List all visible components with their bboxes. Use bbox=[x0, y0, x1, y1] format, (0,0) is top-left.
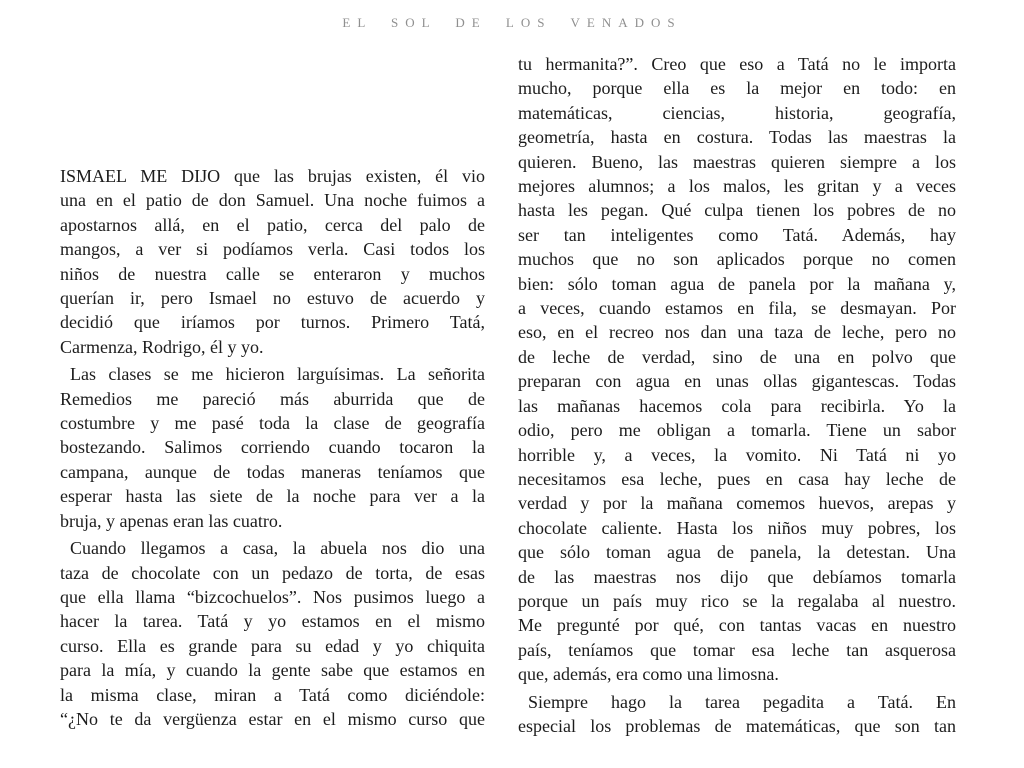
text-line: taza de chocolate con un pedazo de torta, de esas bbox=[60, 562, 485, 583]
text-line: verdad y por la mañana comemos huevos, arepas y bbox=[518, 493, 956, 514]
text-line: necesitamos esa leche, pues en casa hay leche de bbox=[518, 468, 956, 489]
text-line: una en el patio de don Samuel. Una noche fuimos a bbox=[60, 190, 485, 211]
text-line: de leche de verdad, sino de una en polvo que bbox=[518, 346, 956, 367]
text-line: la misma clase, miran a Tatá como diciéndole: bbox=[60, 684, 485, 705]
left-column bbox=[60, 52, 485, 731]
text-line: niños de nuestra calle se enteraron y muchos bbox=[60, 263, 485, 284]
paragraph bbox=[518, 690, 956, 739]
text-line: de las maestras nos dijo que debíamos tomarla bbox=[518, 566, 956, 587]
text-line: horrible y, a veces, la vomito. Ni Tatá ni yo bbox=[518, 444, 956, 465]
text-line: tu hermanita?”. Creo que eso a Tatá no le importa bbox=[518, 54, 956, 74]
text-line: que, además, era como una limosna. bbox=[518, 664, 779, 685]
text-line: Carmenza, Rodrigo, él y yo. bbox=[60, 336, 264, 357]
text-line: las mañanas hacemos cola para recibirla. Yo la bbox=[518, 395, 956, 416]
text-line: costumbre y me pasé toda la clase de geografía bbox=[60, 413, 485, 434]
text-line: país, teníamos que tomar esa leche tan asquerosa bbox=[518, 639, 956, 660]
page-body[interactable] bbox=[60, 52, 956, 738]
paragraph bbox=[60, 536, 485, 731]
text-line: a veces, cuando estamos en fila, se desmayan. Por bbox=[518, 298, 956, 319]
text-line: bien: sólo toman agua de panela por la mañana y, bbox=[518, 273, 956, 294]
text-line: chocolate caliente. Hasta los niños muy pobres, los bbox=[518, 517, 956, 538]
text-line: Las clases se me hicieron larguísimas. La señorita bbox=[70, 364, 485, 385]
text-line: odio, pero me obligan a tomarla. Tiene un sabor bbox=[518, 420, 956, 441]
text-line: geometría, hasta en costura. Todas las maestras la bbox=[518, 127, 956, 148]
text-line: campana, aunque de todas maneras teníamos que bbox=[60, 461, 485, 482]
paragraph bbox=[518, 52, 956, 687]
text-line: mejores alumnos; a los malos, les gritan y a veces bbox=[518, 176, 956, 197]
text-line: ser tan inteligentes como Tatá. Además, hay bbox=[518, 224, 956, 245]
text-line: “¿No te da vergüenza estar en el mismo curso que bbox=[60, 708, 485, 729]
text-line: porque un país muy rico se la regalaba al nuestro. bbox=[518, 590, 956, 611]
text-line: especial los problemas de matemáticas, que son tan bbox=[518, 715, 956, 736]
text-line: Remedios me pareció más aburrida que de bbox=[60, 388, 485, 409]
paragraph bbox=[60, 164, 485, 359]
text-line: mucho, porque ella es la mejor en todo: en bbox=[518, 78, 956, 99]
text-line: que sólo toman agua de panela, la detestan. Una bbox=[518, 542, 956, 563]
text-line: ISMAEL ME DIJO que las brujas existen, él vio bbox=[60, 166, 485, 186]
text-line: Me pregunté por qué, con tantas vacas en nuestro bbox=[518, 615, 956, 636]
text-line: preparan con agua en unas ollas gigantescas. Todas bbox=[518, 371, 956, 392]
text-line: apostarnos allá, en el patio, cerca del palo de bbox=[60, 214, 485, 235]
text-line: Siempre hago la tarea pegadita a Tatá. En bbox=[528, 691, 956, 712]
text-line: decidió que iríamos por turnos. Primero Tatá, bbox=[60, 312, 485, 333]
text-line: quieren. Bueno, las maestras quieren siempre a los bbox=[518, 151, 956, 172]
text-line: muchos que no son aplicados porque no comen bbox=[518, 249, 956, 270]
running-header: EL SOL DE LOS VENADOS bbox=[342, 15, 682, 30]
text-line: que ella llama “bizcochuelos”. Nos pusimos luego a bbox=[60, 586, 485, 607]
right-column bbox=[518, 52, 956, 738]
text-line: bostezando. Salimos corriendo cuando tocaron la bbox=[60, 437, 485, 458]
text-line: mangos, a ver si podíamos verla. Casi todos los bbox=[60, 239, 485, 260]
text-line: para la mía, y cuando la gente sabe que estamos en bbox=[60, 660, 485, 681]
text-line: bruja, y apenas eran las cuatro. bbox=[60, 510, 283, 531]
text-line: querían ir, pero Ismael no estuvo de acuerdo y bbox=[60, 288, 485, 309]
text-line: eso, en el recreo nos dan una taza de leche, pero no bbox=[518, 322, 956, 343]
paragraph bbox=[60, 362, 485, 533]
text-line: matemáticas, ciencias, historia, geografía, bbox=[518, 102, 956, 123]
text-line: hasta les pegan. Qué culpa tienen los pobres de no bbox=[518, 200, 956, 221]
text-line: hacer la tarea. Tatá y yo estamos en el mismo bbox=[60, 611, 485, 632]
text-line: curso. Ella es grande para su edad y yo chiquita bbox=[60, 635, 485, 656]
text-line: Cuando llegamos a casa, la abuela nos dio una bbox=[70, 538, 485, 559]
text-line: esperar hasta las siete de la noche para ver a la bbox=[60, 486, 485, 507]
